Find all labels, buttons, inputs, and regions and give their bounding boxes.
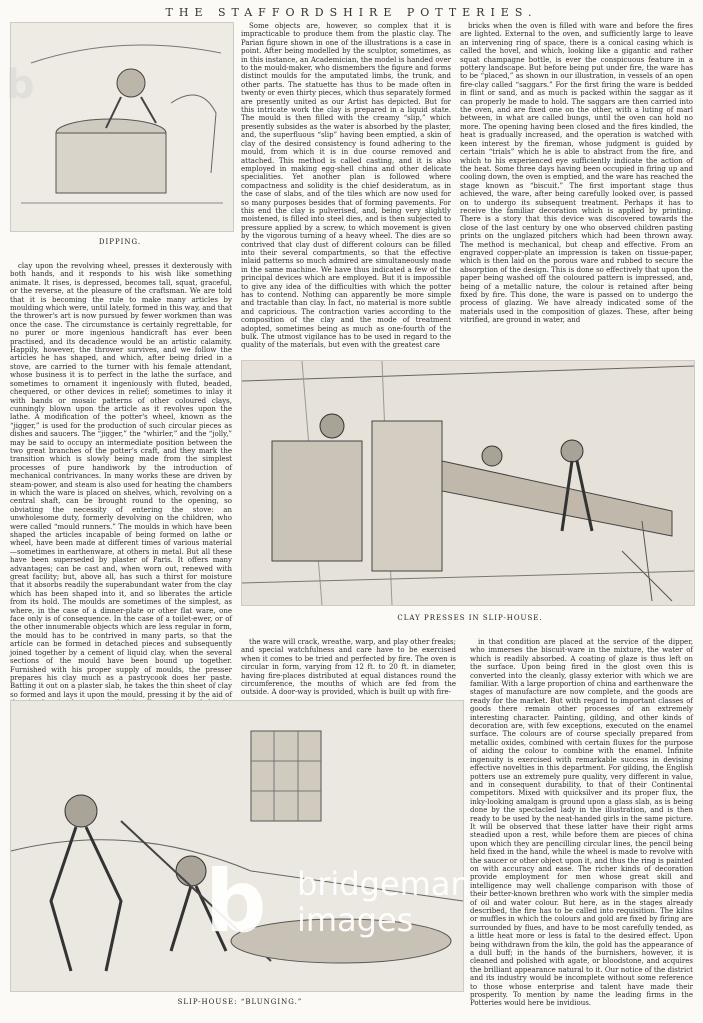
watermark-corner-logo: b xyxy=(6,62,35,108)
watermark-line2: images xyxy=(297,901,414,939)
clay-presses-caption: CLAY PRESSES IN SLIP-HOUSE. xyxy=(397,614,543,622)
paragraph: the ware will crack, wreathe, warp, and play other freaks; and special watchfulness and care have to be exercised when it comes to be tried and perfected by fire. The oven is circular in form, varying from 12 ft. to 20 ft. in diameter, having fire-places distributed at equal distances round the circumference, the mouths of which are fed from the outside. A door-way is provided, which is built up with fire- xyxy=(241,638,456,697)
paragraph: bricks when the oven is filled with ware and before the fires are lighted. External to the oven, and sufficiently large to leave an intervening ring of space, there is a conical casing which is called the hovel, and which, looking like a gigantic and rather squat champagne bottle, is ever the conspicuous feature in a pottery landscape. But before being put under fire, the ware has to be “placed,” as shown in our illustration, in vessels of an open fire-clay called “saggars.” For the first firing the ware is bedded in flint or sand, and as much is packed within the saggar as it can properly be made to hold. The saggars are then carried into the oven, and are fixed one on the other, with a luting of marl between, in what are called bungs, until the oven can hold no more. The opening having been closed and the fires kindled, the heat is gradually increased, and the operation is watched with keen interest by the fireman, whose judgment is guided by certain “trials” which he is able to abstract from the fire, and which to his experienced eye sufficiently indicate the action of the heat. Some three days having been occupied in firing up and cooling down, the oven is emptied, and the ware has reached the stage known as “biscuit.” The first important stage thus achieved, the ware, after being carefully looked over, is passed on to undergo its subsequent treatment. Perhaps it has to receive the familiar decoration which is applied by printing. There is a story that this device was discovered towards the close of the last century by one who observed children pasting prints on the unglazed pitchers which had been thrown away. The method is mechanical, but cheap and effective. From an engraved copper-plate an impression is taken on tissue-paper, which is then laid on the porous ware and rubbed to secure the absorption of the design. This is done so effectively that upon the paper being washed off the coloured pattern is impressed, and, being of a metallic nature, the colour is retained after being fixed by fire. This done, the ware is passed on to undergo the process of glazing. We have already indicated some of the materials used in the composition of glazes. These, after being vitrified, are ground in water, and xyxy=(460,22,693,325)
article-column-bottom-middle xyxy=(241,638,456,697)
article-column-bottom-right xyxy=(470,638,693,1018)
clay-presses-illustration xyxy=(241,360,695,606)
paragraph: in that condition are placed at the service of the dipper, who immerses the biscuit-ware in the mixture, the water of which is readily absorbed. A coating of glaze is thus left on the surface. Upon being fired in the glost oven this is converted into the cleanly, glassy exterior with which we are familiar. With a large proportion of china and earthenware the stages of manufacture are now complete, and the goods are ready for the market. But with regard to important classes of goods there remain other processes of an extremely interesting character. Painting, gilding, and other kinds of decoration are, with few exceptions, executed on the enamel surface. The colours are of course specially prepared from metallic oxides, combined with certain fluxes for the purpose of aiding the colour to combine with the enamel. Infinite ingenuity is exercised with remarkable success in devising effective novelties in this department. For gilding, the English potters use an extremely pure quality, very different in value, and in consequent durability, to that of their Continental competitors. Mixed with quicksilver and its proper flux, the inky-looking amalgam is ground upon a glass slab, as is being done by the spectacled lady in the illustration, and is then ready to be used by the neat-handed girls in the same picture. It will be observed that these latter have their right arms steadied upon a rest, while before them are pieces of china upon which they are pencilling circular lines, the pencil being held fixed in the hand, while the wheel is made to revolve with the saucer or other object upon it, and thus the ring is painted on with accuracy and ease. The richer kinds of decoration provide employment for men whose great skill and intelligence may well challenge comparison with those of their better-known brethren who work with the simpler media of oil and water colour. But here, as in the stages already described, the fire has to be called into requisition. The kilns or muffles in which the colours and gold are fixed by firing are surrounded by flues, and have to be most carefully tended, as a little heat more or less is fatal to the desired effect. Upon being withdrawn from the kiln, the gold has the appearance of a dull buff; in the hands of the burnishers, however, it is cleaned and polished with agate, or bloodstone, and acquires the brilliant appearance natural to it. Our notice of the district and its industry would be incomplete without some reference to those whose enterprise and talent have made their prosperity. To mention by name the leading firms in the Potteries would here be invidious. xyxy=(470,638,693,1008)
blunging-caption: SLIP-HOUSE: “BLUNGING.” xyxy=(177,998,303,1006)
watermark-line1: bridgeman xyxy=(297,865,471,903)
paragraph: Some objects are, however, so complex that it is impracticable to produce them from the plastic clay. The Parian figure shown in one of the illustrations is a case in point. After being modelled by the sculptor, sometimes, as in this instance, an Academician, the model is handed over to the mould-maker, who dismembers the figure and forms distinct moulds for the amputated limbs, the trunk, and other parts. The statuette has thus to be made often in twenty or even thirty pieces, which thus separately formed are presently united as our Artist has depicted. But for this intricate work the clay is prepared in a liquid state. The mould is then filled with the creamy “slip,” which presently subsides as the water is absorbed by the plaster, and, the superfluous “slip” having been emptied, a skin of clay of the desired consistency is found adhering to the mould, from which it is in due course removed and attached. This method is called casting, and it is also employed in making egg-shell china and other delicate specialities. Yet another plan is followed where compactness and solidity is the chief desideratum, as in the case of slabs, and of the tiles which are now used for so many purposes besides that of forming pavements. For this end the clay is pulverised, and, being very slightly moistened, is filled into steel dies, and is then subjected to pressure applied by a screw, to which movement is given by the vigorous turning of a heavy wheel. The dies are so contrived that clay dust of different colours can be filled into their several compartments, so that the effective inlaid patterns so much admired are simultaneously made in the same machine. We have thus indicated a few of the principal devices which are employed. But it is impossible to give any idea of the difficulties with which the potter has to contend. Nothing can apparently be more simple and tractable than clay. In fact, no material is more subtle and capricious. The contraction varies according to the composition of the clay and the mode of treatment adopted, sometimes being as much as one-fourth of the bulk. The utmost vigilance has to be used in regard to the quality of the materials, but even with the greatest care xyxy=(241,22,451,350)
article-column-top-right xyxy=(460,22,693,356)
bridgeman-logo-icon: b xyxy=(205,852,267,952)
paragraph: clay upon the revolving wheel, presses it dexterously with both hands, and it responds to his wish like something animate. It rises, is depressed, becomes tall, squat, graceful, or the reverse, at the pleasure of the craftsman. We are told that it is becoming the rule to make many articles by moulding which were, until lately, formed in this way, and that the thrower's art is now pursued by fewer workmen than was once the case. The circumstance is certainly regrettable, for no purer or more ingenious handicraft has ever been practised, and its decadence would be an artistic calamity. Happily, however, the thrower survives, and we follow the articles he has shaped, and which, after being dried in a stove, are carried to the turner with his female attendant, whose business it is to perfect in the lathe the surface, and sometimes to ornament it ingeniously with fluted, beaded, chequered, or other devices in relief; sometimes to inlay it with bands or mosaic patterns of other coloured clays, cunningly blown upon the article as it revolves upon the lathe. A modification of the potter's wheel, known as the “jigger,” is used for the production of such circular pieces as dishes and saucers. The “jigger,” the “whirler,” and the “jolly,” may be said to occupy an intermediate position between the two great branches of the potter's craft, and they mark the transition which is slowly being made from the simplest processes of pure handiwork by the introduction of mechanical contrivances. In many works these are driven by steam-power, and steam is also used for heating the chambers in which the ware is placed on shelves, which, revolving on a central shaft, can be brought round to the opening, so obviating the necessity of entering the stove: an unwholesome duty, formerly devolving on the children, who were called “mould runners.” The moulds in which have been shaped the articles incapable of being formed on lathe or wheel, have been made at different times of various material—sometimes in earthenware, at others in metal. But all these have been superseded by plaster of Paris. It offers many advantages; can be cast and, when worn out, renewed with great facility; but, above all, has such a thirst for moisture that it absorbs readily the superabundant water from the clay which has been shaped into it, and so liberates the article from its hold. The moulds are sometimes of the simplest, as where, in the case of a dinner-plate or other flat ware, one face only is of consequence. In the case of a toilet-ewer, or of the other innumerable objects which are less regular in form, the mould has to be contrived in many parts, so that the article can be formed in detached pieces and subsequently joined together by a cement of liquid clay, when the several sections of the mould have been bound up together. Furnished with his proper supply of moulds, the presser prepares his clay much as a pastrycook does her paste. Batting it out on a plaster slab, he takes the thin sheet of clay so formed and lays it upon the mould, pressing it by the aid of xyxy=(10,262,232,699)
bridgeman-watermark xyxy=(205,852,505,952)
article-column-top-middle xyxy=(241,22,451,356)
article-column-left xyxy=(10,262,232,748)
dipping-caption: DIPPING. xyxy=(98,238,142,246)
bridgeman-wordmark xyxy=(297,866,471,938)
page-header: THE STAFFORDSHIRE POTTERIES. xyxy=(165,6,538,19)
dipping-illustration xyxy=(10,22,234,232)
